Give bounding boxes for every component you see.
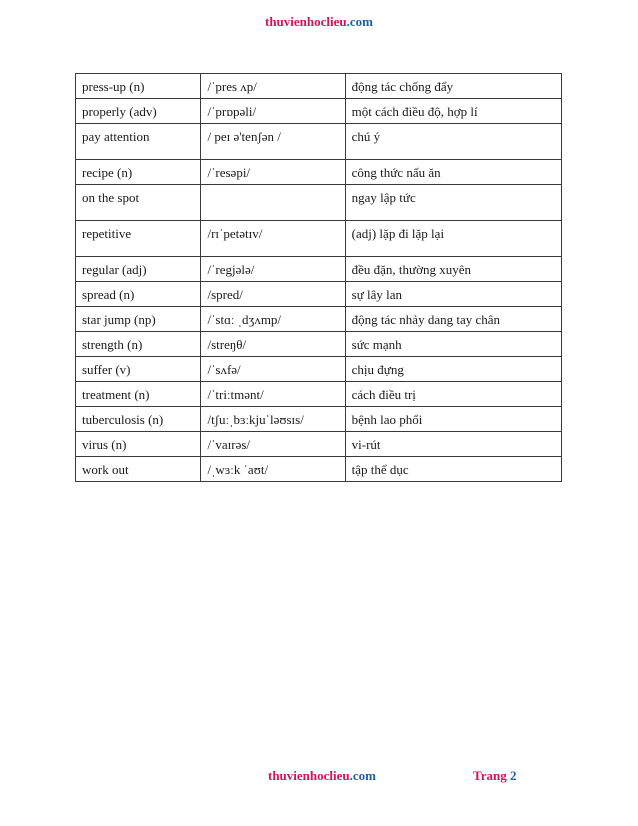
word-cell: suffer (v) [76, 357, 201, 382]
table-row [76, 257, 562, 282]
word-cell: strength (n) [76, 332, 201, 357]
word-cell: work out [76, 457, 201, 482]
footer-site-tld: .com [349, 768, 376, 783]
word-cell: treatment (n) [76, 382, 201, 407]
ipa-cell: /ˌwɜːk ˈaʊt/ [201, 457, 345, 482]
meaning-cell: tập thể dục [345, 457, 561, 482]
ipa-cell: /tʃuːˌbɜːkjuˈləʊsɪs/ [201, 407, 345, 432]
meaning-cell: một cách điều độ, hợp lí [345, 99, 561, 124]
meaning-cell: vi-rút [345, 432, 561, 457]
ipa-cell: /ˈvaɪrəs/ [201, 432, 345, 457]
word-cell: pay attention [76, 124, 201, 160]
word-cell: properly (adv) [76, 99, 201, 124]
meaning-cell: động tác chống đẩy [345, 74, 561, 99]
ipa-cell: /ˈtriːtmənt/ [201, 382, 345, 407]
table-row [76, 282, 562, 307]
meaning-cell: chú ý [345, 124, 561, 160]
footer-site-link[interactable] [268, 768, 376, 784]
meaning-cell: cách điều trị [345, 382, 561, 407]
ipa-cell: /spred/ [201, 282, 345, 307]
word-cell: star jump (np) [76, 307, 201, 332]
ipa-cell: /streŋθ/ [201, 332, 345, 357]
meaning-cell: chịu đựng [345, 357, 561, 382]
word-cell: on the spot [76, 185, 201, 221]
table-row [76, 407, 562, 432]
ipa-cell: /ˈpres ʌp/ [201, 74, 345, 99]
table-row [76, 432, 562, 457]
table-row [76, 307, 562, 332]
word-cell: spread (n) [76, 282, 201, 307]
table-row [76, 332, 562, 357]
word-cell: tuberculosis (n) [76, 407, 201, 432]
word-cell: regular (adj) [76, 257, 201, 282]
ipa-cell: /ˈprɒpəli/ [201, 99, 345, 124]
word-cell: virus (n) [76, 432, 201, 457]
table-row [76, 382, 562, 407]
ipa-cell: /ˈsʌfə/ [201, 357, 345, 382]
meaning-cell: sự lây lan [345, 282, 561, 307]
page-number-value: 2 [509, 768, 517, 783]
table-row [76, 160, 562, 185]
page-number [473, 768, 516, 784]
table-row [76, 221, 562, 257]
word-cell: recipe (n) [76, 160, 201, 185]
table-row [76, 457, 562, 482]
ipa-cell: /ˈstɑː ˌdʒʌmp/ [201, 307, 345, 332]
meaning-cell: ngay lập tức [345, 185, 561, 221]
word-cell: press-up (n) [76, 74, 201, 99]
ipa-cell: /ˈregjələ/ [201, 257, 345, 282]
page-label: Trang [473, 768, 507, 783]
meaning-cell: bệnh lao phổi [345, 407, 561, 432]
meaning-cell: công thức nấu ăn [345, 160, 561, 185]
ipa-cell: / peɪ ə'tenʃən / [201, 124, 345, 160]
footer-site-name: thuvienhoclieu [268, 768, 350, 783]
meaning-cell: (adj) lặp đi lặp lại [345, 221, 561, 257]
meaning-cell: đều đặn, thường xuyên [345, 257, 561, 282]
page-footer [0, 768, 638, 788]
meaning-cell: sức mạnh [345, 332, 561, 357]
ipa-cell: /rɪˈpetətɪv/ [201, 221, 345, 257]
header-site-name[interactable]: thuvienhoclieu [265, 14, 347, 29]
table-row [76, 74, 562, 99]
table-row [76, 357, 562, 382]
ipa-cell: /ˈresəpi/ [201, 160, 345, 185]
table-row [76, 99, 562, 124]
table-row [76, 124, 562, 160]
meaning-cell: động tác nhảy dang tay chân [345, 307, 561, 332]
page-header [0, 14, 638, 30]
table-row [76, 185, 562, 221]
vocabulary-table [75, 73, 562, 482]
word-cell: repetitive [76, 221, 201, 257]
ipa-cell [201, 185, 345, 221]
header-site-tld[interactable]: .com [346, 14, 373, 29]
